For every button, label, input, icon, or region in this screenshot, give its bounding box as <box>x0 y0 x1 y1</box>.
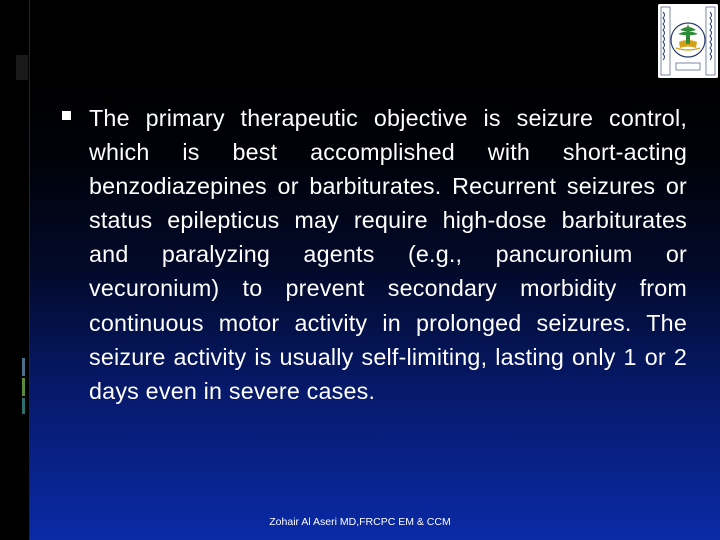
university-seal-icon <box>658 4 718 78</box>
left-divider-line <box>29 0 30 540</box>
slide-footer: Zohair Al Aseri MD,FRCPC EM & CCM <box>269 516 451 528</box>
accent-stripe-green <box>22 378 25 396</box>
accent-stripe-teal <box>22 398 25 414</box>
square-bullet-icon <box>62 111 71 120</box>
accent-block <box>16 55 28 80</box>
accent-stripe-blue <box>22 358 25 376</box>
left-margin-bar <box>0 0 22 540</box>
university-logo <box>658 4 718 78</box>
bullet-text: The primary therapeutic objective is seizure control, which is best accomplished with short-acting benzodiazepines or barbiturates. Recurrent seizures or status epilepticus may require high-dose barbiturates and paralyzing agents (e.g., pancuronium or vecuronium) to prevent secondary morbidity from continuous motor activity in prolonged seizures. The seizure activity is usually self-limiting, lasting only 1 or 2 days even in severe cases. <box>89 105 687 404</box>
